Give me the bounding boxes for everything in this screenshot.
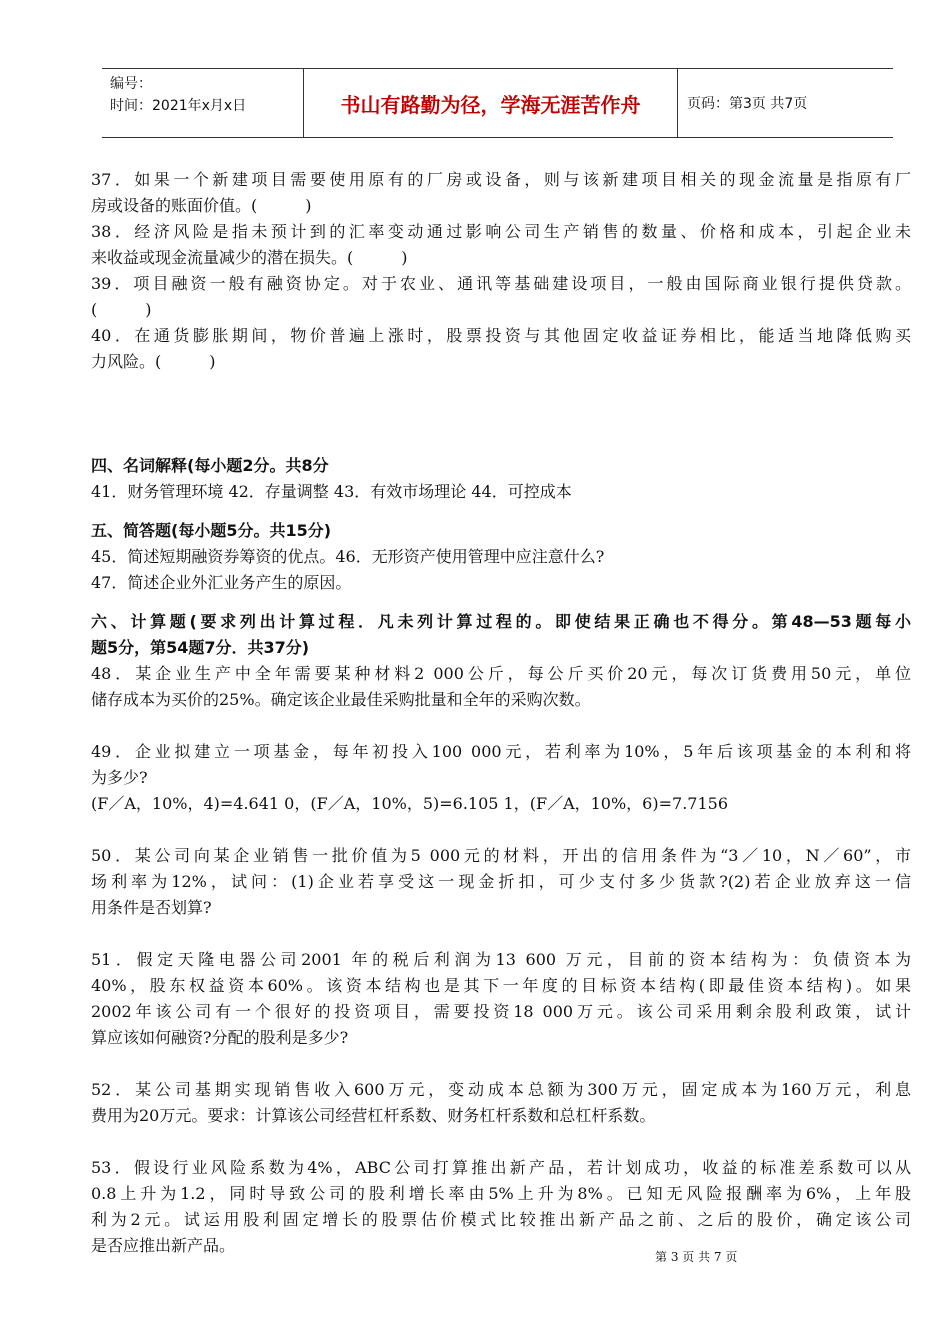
question-line: 算应该如何融资?分配的股利是多少? — [91, 1028, 349, 1047]
question-line: 为多少? — [91, 768, 148, 787]
question-line: 39．项目融资一般有融资协定。对于农业、通讯等基础建设项目，一般由国际商业银行提供贷款。 — [91, 274, 911, 293]
question-51 — [91, 947, 911, 1051]
header-page-number: 页码：第3页 共7页 — [687, 96, 808, 112]
question-line: 51．假定天隆电器公司2001 年的税后利润为13 600 万元，目前的资本结构为：负债资本为 — [91, 950, 911, 969]
question-line: 40%，股东权益资本60%。该资本结构也是其下一年度的目标资本结构(即最佳资本结构)。如果 — [91, 976, 911, 995]
question-line: (F／A，10%，4)=4.641 0，(F／A，10%，5)=6.105 1，(F／A，10%，6)=7.7156 — [91, 794, 728, 813]
question-39 — [91, 271, 911, 323]
question-40 — [91, 323, 911, 375]
footer-page-number: 第 3 页 共 7 页 — [655, 1250, 738, 1264]
question-line: 场利率为12%，试问：(1)企业若享受这一现金折扣，可少支付多少货款?(2)若企业放弃这一信 — [91, 872, 911, 891]
question-49 — [91, 739, 911, 817]
section-4-terms: 41．财务管理环境 42．存量调整 43．有效市场理论 44．可控成本 — [91, 482, 572, 501]
header-meta — [102, 69, 303, 137]
section-5-line: 45．简述短期融资券筹资的优点。46．无形资产使用管理中应注意什么? — [91, 547, 605, 566]
question-line: 储存成本为买价的25%。确定该企业最佳采购批量和全年的采购次数。 — [91, 690, 591, 709]
header-motto: 书山有路勤为径，学海无涯苦作舟 — [303, 69, 678, 137]
question-48 — [91, 661, 911, 713]
question-52 — [91, 1077, 911, 1129]
question-53 — [91, 1155, 911, 1259]
question-line: 来收益或现金流量减少的潜在损失。( ) — [91, 248, 408, 267]
section-6-title: 六、计算题(要求列出计算过程．凡未列计算过程的。即使结果正确也不得分。第48—53题每小 — [91, 612, 911, 631]
question-line: 53．假设行业风险系数为4%，ABC公司打算推出新产品，若计划成功，收益的标准差系数可以从 — [91, 1158, 911, 1177]
question-38 — [91, 219, 911, 271]
section-5-title: 五、简答题(每小题5分。共15分) — [91, 521, 332, 540]
question-line: 38．经济风险是指未预计到的汇率变动通过影响公司生产销售的数量、价格和成本，引起企业未 — [91, 222, 911, 241]
question-37 — [91, 167, 911, 219]
question-line: 2002年该公司有一个很好的投资项目，需要投资18 000万元。该公司采用剩余股利政策，试计 — [91, 1002, 911, 1021]
question-line: 48．某企业生产中全年需要某种材料2 000公斤，每公斤买价20元，每次订货费用50元，单位 — [91, 664, 911, 683]
question-line: ( ) — [91, 300, 152, 319]
question-50 — [91, 843, 911, 921]
question-line: 是否应推出新产品。 — [91, 1236, 236, 1255]
question-line: 52．某公司基期实现销售收入600万元，变动成本总额为300万元，固定成本为160万元，利息 — [91, 1080, 911, 1099]
question-line: 力风险。( ) — [91, 352, 216, 371]
section-5-line: 47．简述企业外汇业务产生的原因。 — [91, 573, 352, 592]
document-body — [91, 167, 911, 1259]
question-line: 房或设备的账面价值。( ) — [91, 196, 312, 215]
serial-label: 编号： — [110, 76, 152, 92]
section-4-title: 四、名词解释(每小题2分。共8分 — [91, 456, 329, 475]
question-line: 利为2元。试运用股利固定增长的股票估价模式比较推出新产品之前、之后的股价，确定该公司 — [91, 1210, 911, 1229]
question-line: 费用为20万元。要求：计算该公司经营杠杆系数、财务杠杆系数和总杠杆系数。 — [91, 1106, 656, 1125]
time-label: 时间：2021年x月x日 — [110, 98, 247, 114]
question-line: 37．如果一个新建项目需要使用原有的厂房或设备，则与该新建项目相关的现金流量是指原有厂 — [91, 170, 911, 189]
question-line: 50．某公司向某企业销售一批价值为5 000元的材料，开出的信用条件为“3／10，N／60”，市 — [91, 846, 911, 865]
question-line: 用条件是否划算? — [91, 898, 212, 917]
question-line: 40．在通货膨胀期间，物价普遍上涨时，股票投资与其他固定收益证券相比，能适当地降低购买 — [91, 326, 911, 345]
question-line: 49．企业拟建立一项基金，每年初投入100 000元，若利率为10%，5年后该项基金的本利和将 — [91, 742, 911, 761]
question-line: 0.8上升为1.2，同时导致公司的股利增长率由5%上升为8%。已知无风险报酬率为6%，上年股 — [91, 1184, 911, 1203]
section-6-title: 题5分，第54题7分．共37分) — [91, 638, 310, 657]
page-header — [102, 68, 893, 138]
